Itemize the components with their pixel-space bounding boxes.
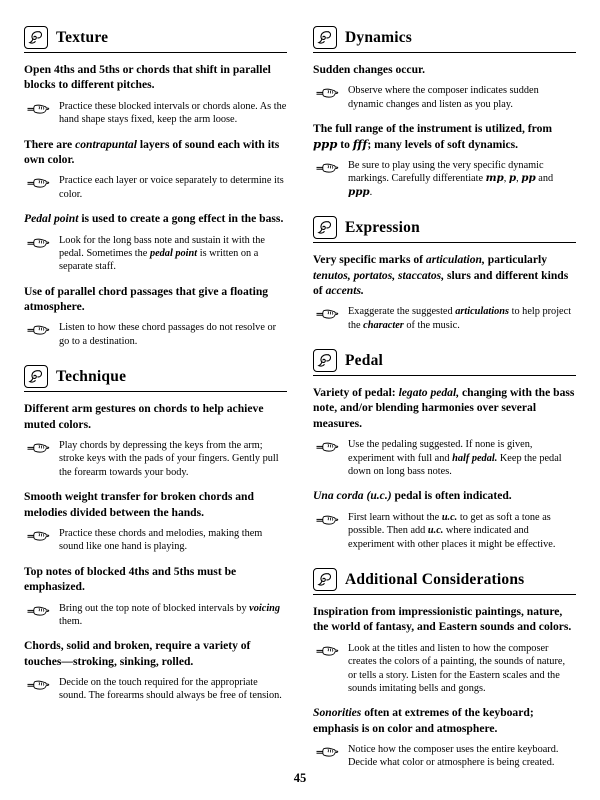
pointing-hand-icon [315, 438, 341, 478]
practice-tip-text: Be sure to play using the very specific dynamic markings. Carefully differentiate mp, p, pp and ppp. [348, 159, 554, 198]
pointing-hand-icon [26, 676, 52, 703]
body-paragraph: Inspiration from impressionistic paintings, nature, the world of fantasy, and Eastern sounds and colors. [313, 604, 572, 634]
page-number: 45 [293, 771, 307, 785]
body-paragraph: Top notes of blocked 4ths and 5ths must be emphasized. [24, 564, 237, 594]
section-heading [24, 365, 287, 392]
body-paragraph: Una corda (u.c.) pedal is often indicated. [313, 489, 512, 503]
body-paragraph: Pedal point is used to create a gong effect in the bass. [24, 212, 284, 226]
practice-tip-text: Look at the titles and listen to how the composer creates the colors of a painting, the sounds of nature, or tells a story. Listen for the Eastern scales and the sounds imitating bells and gongs. [348, 642, 566, 694]
right-column [313, 26, 576, 780]
practice-tip [24, 676, 287, 703]
scroll-ornament-icon [313, 568, 337, 591]
practice-tip [313, 511, 576, 551]
practice-tip-text: Observe where the composer indicates sudden dynamic changes and listen as you play. [348, 85, 539, 110]
body-paragraph: There are contrapuntal layers of sound each with its own color. [24, 137, 280, 166]
practice-tip [313, 438, 576, 478]
practice-tip-text: Practice these chords and melodies, making them sound like one hand is playing. [59, 527, 263, 553]
pointing-hand-icon [315, 743, 341, 770]
left-column [24, 26, 287, 713]
section-heading [313, 216, 576, 243]
scroll-ornament-icon [313, 349, 337, 372]
practice-tip [313, 642, 576, 696]
pointing-hand-icon [26, 234, 52, 274]
body-paragraph: Use of parallel chord passages that give a floating atmosphere. [24, 284, 269, 314]
scroll-ornament-icon [313, 216, 337, 239]
practice-tip [24, 174, 287, 201]
practice-tip-text: Listen to how these chord passages do not resolve or go to a destination. [59, 322, 277, 347]
practice-tip-text: Decide on the touch required for the appropriate sound. The forearms should always be free of tension. [59, 677, 282, 702]
practice-tip [24, 602, 287, 629]
pointing-hand-icon [315, 159, 341, 199]
practice-tip-text: Bring out the top note of blocked intervals by voicing them. [59, 602, 281, 627]
section-heading [313, 349, 576, 376]
practice-tip-text: Practice each layer or voice separately to determine its color. [59, 175, 284, 200]
practice-tip [313, 159, 576, 199]
pointing-hand-icon [26, 439, 52, 479]
practice-tip-text: Exaggerate the suggested articulations to help project the character of the music. [348, 306, 572, 331]
section-heading [24, 26, 287, 53]
practice-tip [313, 743, 576, 770]
body-paragraph: Sudden changes occur. [313, 63, 425, 76]
practice-tip [313, 84, 576, 111]
practice-tip [24, 439, 287, 479]
body-paragraph: Sonorities often at extremes of the keyboard; emphasis is on color and atmosphere. [313, 706, 534, 735]
scroll-ornament-icon [24, 26, 48, 49]
pointing-hand-icon [26, 100, 52, 127]
practice-tip [24, 321, 287, 348]
body-paragraph: Chords, solid and broken, require a variety of touches—stroking, sinking, rolled. [24, 639, 251, 668]
pointing-hand-icon [315, 642, 341, 696]
pointing-hand-icon [315, 84, 341, 111]
body-paragraph: Very specific marks of articulation, particularly tenutos, portatos, staccatos, slurs and different kinds of accents. [313, 253, 569, 297]
practice-tip [24, 100, 287, 127]
pointing-hand-icon [26, 602, 52, 629]
body-paragraph: Open 4ths and 5ths or chords that shift in parallel blocks to different pitches. [24, 63, 271, 92]
pointing-hand-icon [315, 511, 341, 551]
practice-tip-text: First learn without the u.c. to get as soft a tone as possible. Then add u.c. where indicated and experiment with other places it might be effective. [348, 511, 556, 550]
pointing-hand-icon [315, 305, 341, 332]
practice-tip-text: Practice these blocked intervals or chords alone. As the hand shape stays fixed, keep the arm loose. [59, 100, 287, 126]
two-column-layout [24, 26, 576, 780]
pointing-hand-icon [26, 321, 52, 348]
section-title: Dynamics [345, 28, 413, 46]
pointing-hand-icon [26, 174, 52, 201]
scroll-ornament-icon [24, 365, 48, 388]
body-paragraph: The full range of the instrument is utilized, from ppp to fff; many levels of soft dynamics. [313, 122, 553, 151]
section-title: Pedal [345, 352, 384, 370]
practice-tip-text: Play chords by depressing the keys from the arm; stroke keys with the pads of your fingers. Gently pull the forearm towards your body. [59, 440, 279, 478]
practice-tip-text: Notice how the composer uses the entire keyboard. Decide what color or atmosphere is being created. [348, 744, 559, 769]
practice-tip [313, 305, 576, 332]
body-paragraph: Smooth weight transfer for broken chords and melodies divided between the hands. [24, 490, 254, 519]
body-paragraph: Different arm gestures on chords to help achieve muted colors. [24, 402, 264, 431]
section-title: Additional Considerations [345, 570, 525, 588]
practice-tip-text: Use the pedaling suggested. If none is given, experiment with full and half pedal. Keep the pedal down on long bass notes. [348, 439, 562, 478]
section-heading [313, 568, 576, 595]
section-title: Texture [56, 28, 109, 46]
section-title: Technique [56, 368, 127, 386]
practice-tip [24, 234, 287, 274]
practice-tip-text: Look for the long bass note and sustain it with the pedal. Sometimes the pedal point is written on a separate staff. [59, 234, 265, 273]
section-heading [313, 26, 576, 53]
pointing-hand-icon [26, 527, 52, 554]
body-paragraph: Variety of pedal: legato pedal, changing with the bass note, and/or blending harmonies over several measures. [313, 386, 575, 430]
scroll-ornament-icon [313, 26, 337, 49]
section-title: Expression [345, 219, 420, 237]
practice-tip [24, 527, 287, 554]
